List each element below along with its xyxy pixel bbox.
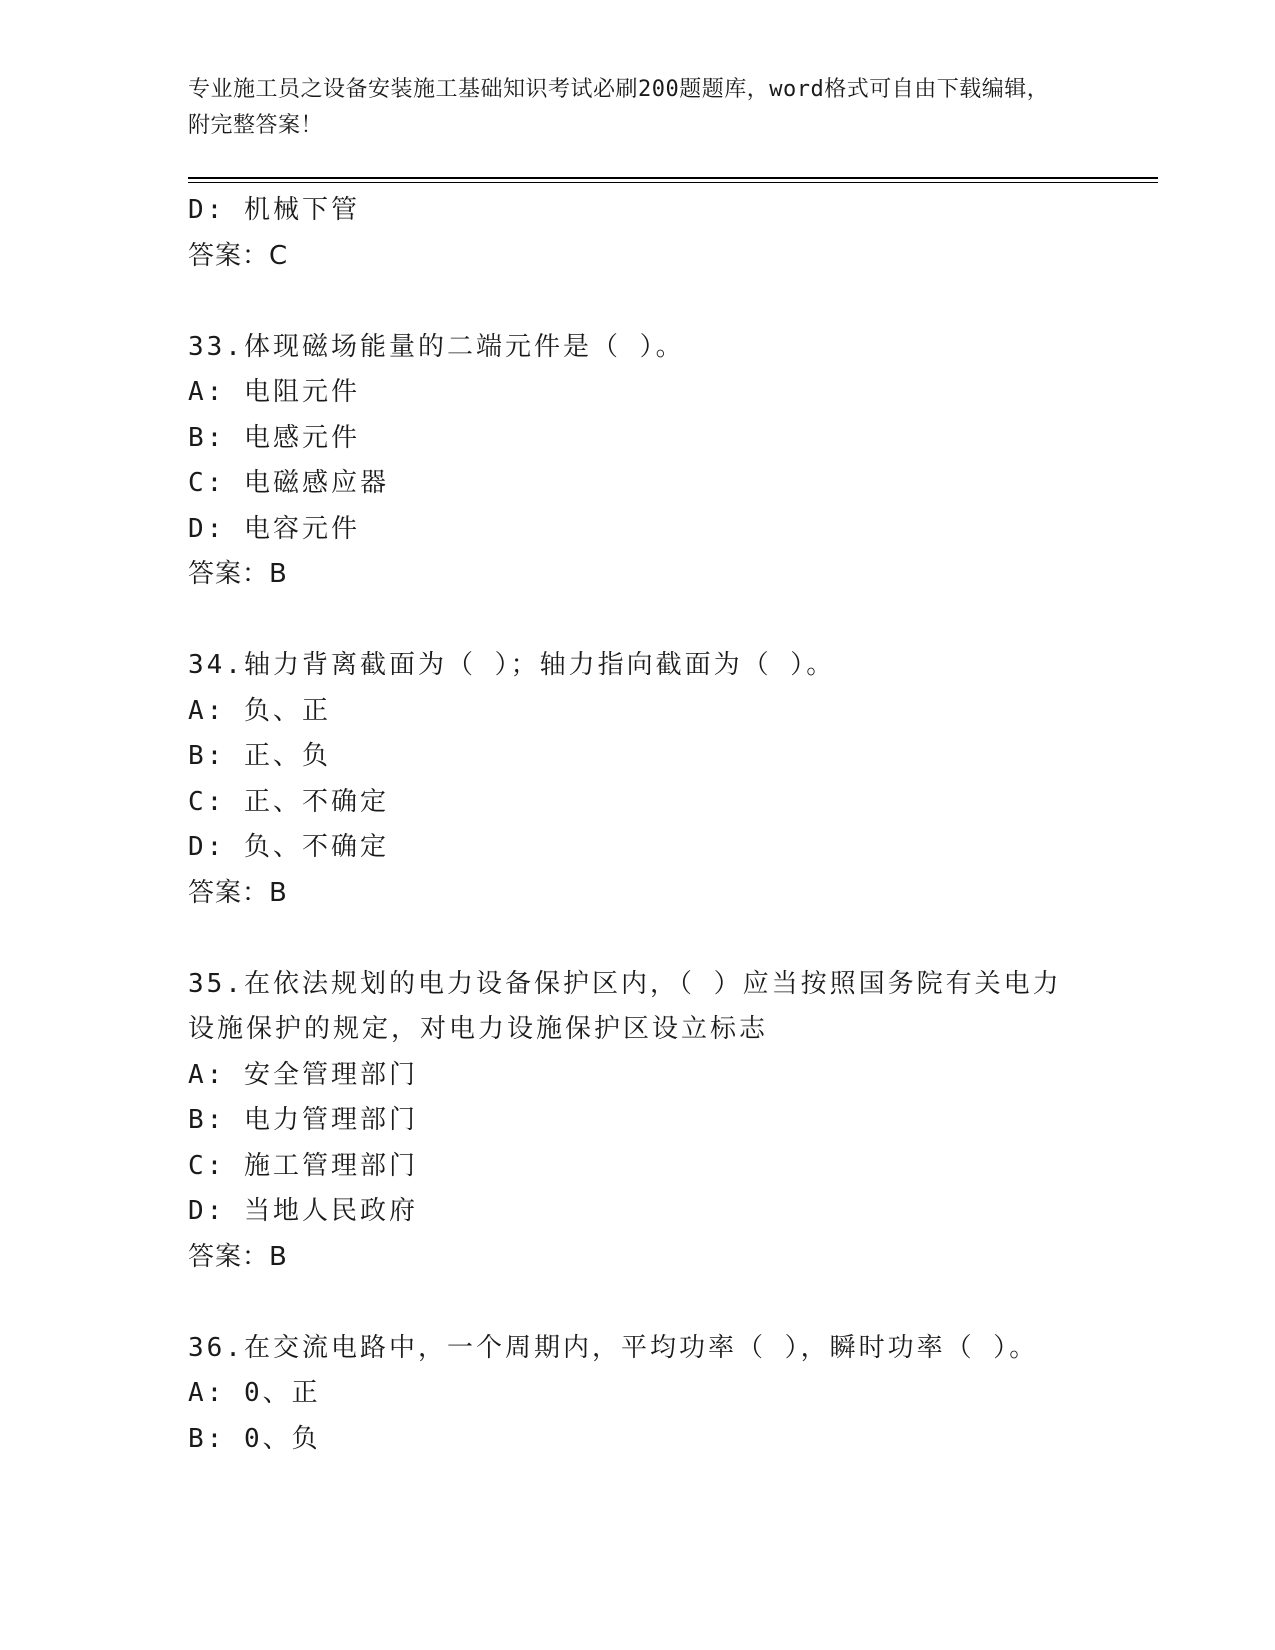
question-36 xyxy=(188,1326,1088,1463)
header-divider-thin xyxy=(188,182,1158,183)
question-list xyxy=(188,188,1088,1462)
option-d: D: 负、不确定 xyxy=(188,832,389,862)
question-stem: 33.体现磁场能量的二端元件是（ ）。 xyxy=(188,331,685,362)
question-33 xyxy=(188,325,1088,598)
question-stem-line-1: 35.在依法规划的电力设备保护区内，（ ）应当按照国务院有关电力 xyxy=(188,968,1062,999)
option-b: B: 电力管理部门 xyxy=(188,1105,418,1135)
option-c: C: 电磁感应器 xyxy=(188,468,389,498)
answer: 答案：B xyxy=(188,1241,288,1272)
option-b: B: 0、负 xyxy=(188,1423,321,1454)
option-b: B: 电感元件 xyxy=(188,422,360,453)
option-c: C: 正、不确定 xyxy=(188,786,389,817)
option-b: B: 正、负 xyxy=(188,741,331,771)
document-header: 专业施工员之设备安装施工基础知识考试必刷200题题库，word格式可自由下载编辑，附完整答案！ xyxy=(188,77,1050,138)
question-stem-line-2: 设施保护的规定，对电力设施保护区设立标志 xyxy=(188,1014,769,1044)
question-32-tail xyxy=(188,188,1088,279)
header-divider-thick xyxy=(188,177,1158,179)
option-d: D: 当地人民政府 xyxy=(188,1196,418,1226)
option-a: A: 电阻元件 xyxy=(188,377,360,407)
question-stem: 34.轴力背离截面为（ ）；轴力指向截面为（ ）。 xyxy=(188,650,836,680)
question-34 xyxy=(188,643,1088,916)
option-d: D: 电容元件 xyxy=(188,513,360,544)
answer: 答案：B xyxy=(188,559,288,589)
option-a: A: 0、正 xyxy=(188,1378,321,1408)
option-c: C: 施工管理部门 xyxy=(188,1150,418,1181)
question-stem: 36.在交流电路中，一个周期内，平均功率（ ），瞬时功率（ ）。 xyxy=(188,1332,1039,1363)
option-d: D: 机械下管 xyxy=(188,195,360,225)
question-35 xyxy=(188,962,1088,1281)
option-a: A: 负、正 xyxy=(188,695,331,726)
answer: 答案：C xyxy=(188,240,289,271)
option-a: A: 安全管理部门 xyxy=(188,1059,418,1090)
answer: 答案：B xyxy=(188,877,288,908)
